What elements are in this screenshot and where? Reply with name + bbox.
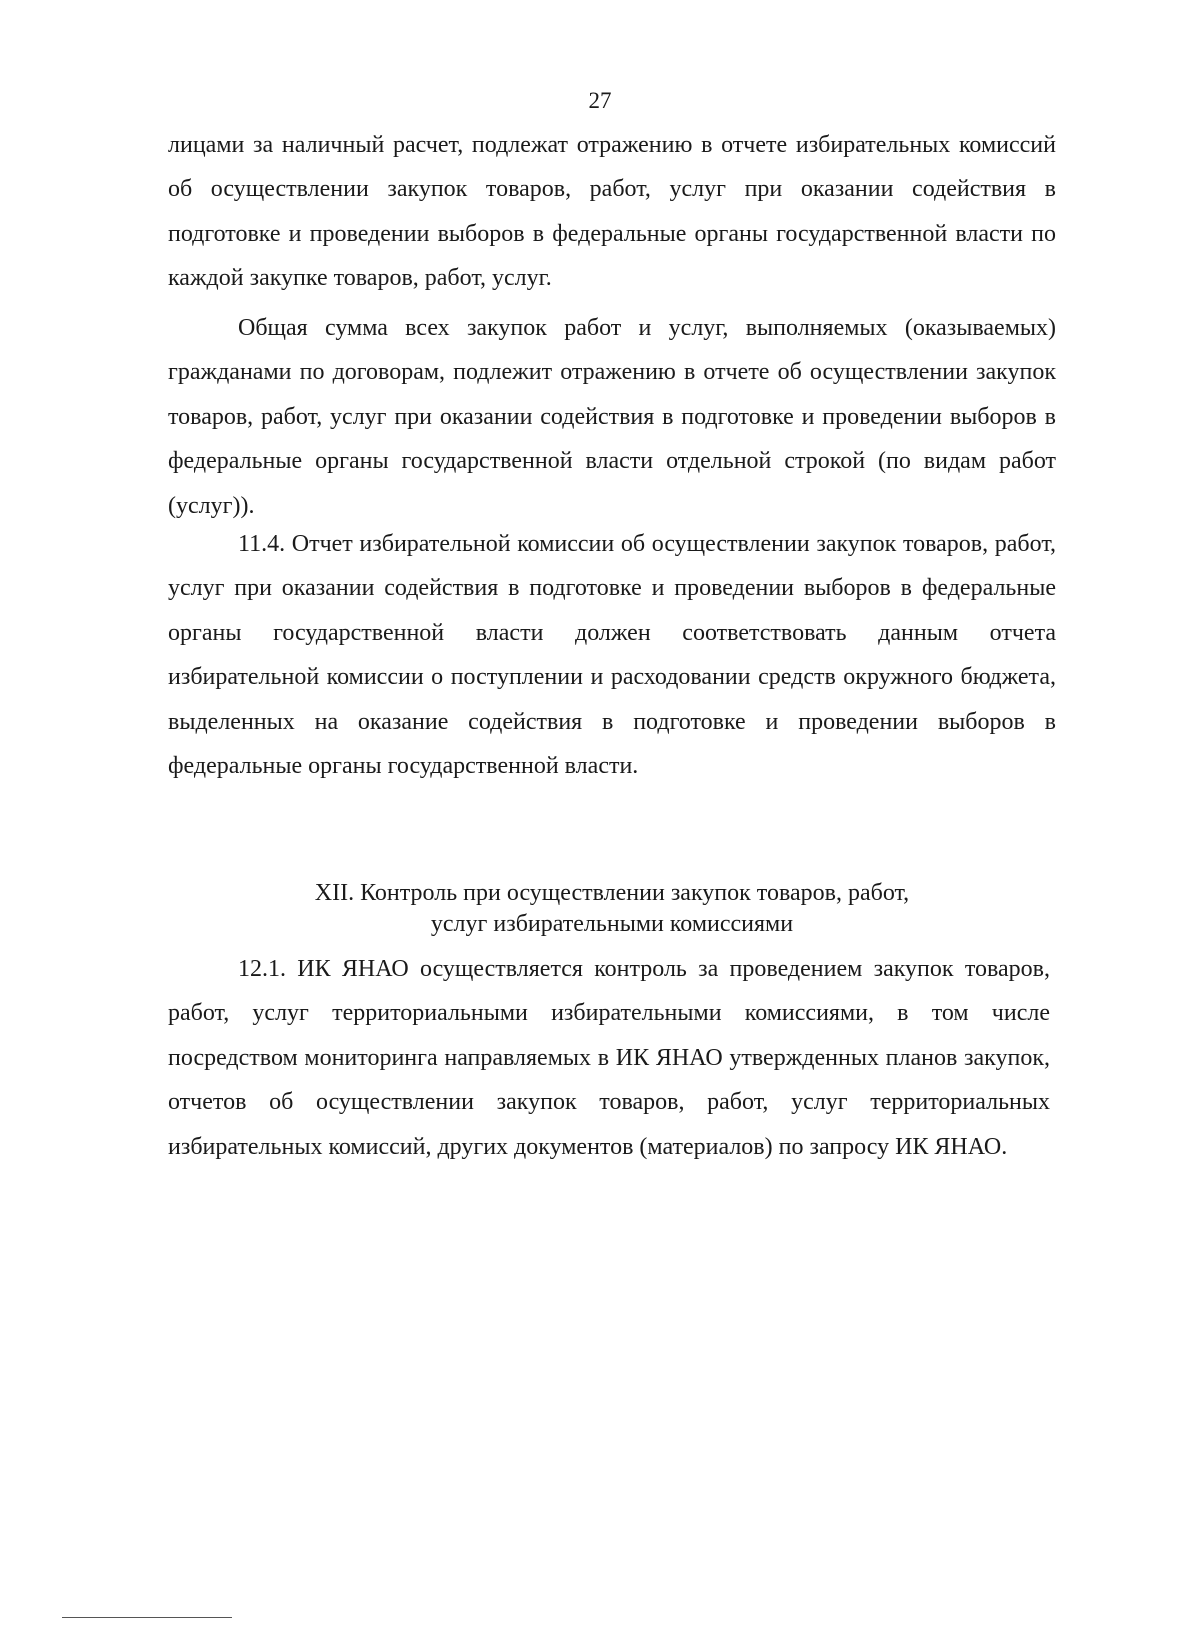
total-sum-paragraph [168, 306, 1056, 528]
clause-12-1-text: 12.1. ИК ЯНАО осуществляется контроль за проведением закупок товаров, работ, услуг территориальными избирательными комиссиями, в том числе посредством мониторинга направляемых в ИК ЯНАО утвержденных планов закупок, отчетов об осуществлении закупок товаров, работ, услуг территориальных избирательных комиссий, других документов (материалов) по запросу ИК ЯНАО. [168, 956, 1050, 1160]
clause-11-4-paragraph [168, 522, 1056, 788]
continuation-text: лицами за наличный расчет, подлежат отражению в отчете избирательных комиссий об осуществлении закупок товаров, работ, услуг при оказании содействия в подготовке и проведении выборов в федеральные органы государственной власти по каждой закупке товаров, работ, услуг. [168, 132, 1056, 292]
total-sum-text: Общая сумма всех закупок работ и услуг, выполняемых (оказываемых) гражданами по договорам, подлежит отражению в отчете об осуществлении закупок товаров, работ, услуг при оказании содействия в подготовке и проведении выборов в федеральные органы государственной власти отдельной строкой (по видам работ (услуг)). [168, 315, 1056, 519]
clause-12-1-paragraph [168, 947, 1050, 1169]
footnote-separator-line [62, 1617, 232, 1618]
section-heading-line-1: XII. Контроль при осуществлении закупок товаров, работ, [314, 880, 910, 906]
clause-11-4-text: 11.4. Отчет избирательной комиссии об осуществлении закупок товаров, работ, услуг при оказании содействия в подготовке и проведении выборов в федеральные органы государственной власти должен соответствовать данным отчета избирательной комиссии о поступлении и расходовании средств окружного бюджета, выделенных на оказание содействия в подготовке и проведении выборов в федеральные органы государственной власти. [168, 531, 1056, 780]
section-heading-line-2: услуг избирательными комиссиями [430, 911, 794, 937]
page-number: 27 [588, 88, 612, 113]
continuation-paragraph [168, 123, 1056, 301]
section-xii-heading [168, 878, 1056, 940]
